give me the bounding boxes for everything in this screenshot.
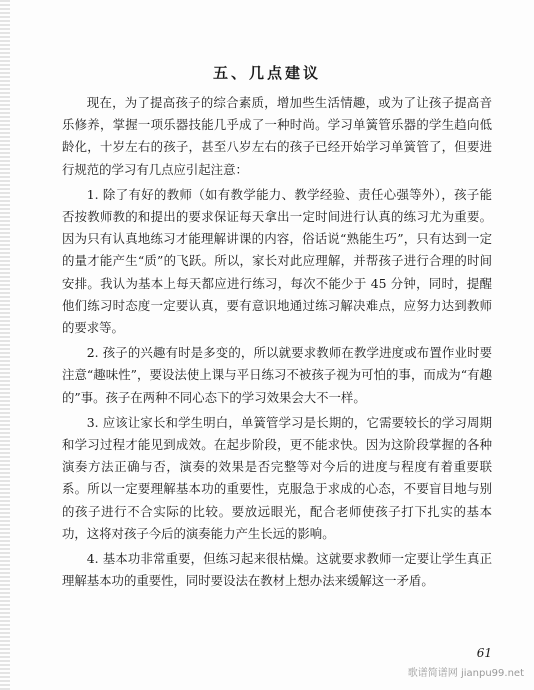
binding-edge (0, 0, 10, 690)
paragraph-3: 3. 应该让家长和学生明白，单簧管学习是长期的，它需要较长的学习周期和学习过程才能见到成效。在起步阶段，更不能求快。因为这阶段掌握的各种演奏方法正确与否，演奏的效果是否完整等对今后的进度与程度有着重要联系。所以一定要理解基本功的重要性，克服急于求成的心态，不要盲目地与别的孩子进行不合实际的比较。要放远眼光，配合老师使孩子打下扎实的基本功，这将对孩子今后的演奏能力产生长远的影响。 (62, 414, 492, 541)
paragraph-4: 4. 基本功非常重要，但练习起来很枯燥。这就要求教师一定要让学生真正理解基本功的重要性，同时要设法在教材上想办法来缓解这一矛盾。 (62, 551, 492, 589)
body-text (62, 92, 492, 595)
paragraph-1: 1. 除了有好的教师（如有教学能力、教学经验、责任心强等外），孩子能否按教师教的和提出的要求保证每天拿出一定时间进行认真的练习尤为重要。因为只有认真地练习才能理解讲课的内容，俗话说“熟能生巧”，只有达到一定的量才能产生“质”的飞跃。所以，家长对此应理解，并帮孩子进行合理的时间安排。我认为基本上每天都应进行练习，每次不能少于 45 分钟，同时，提醒他们练习时态度一定要认真，要有意识地通过练习解决难点，应努力达到教师的要求等。 (62, 186, 492, 336)
paragraph-2: 2. 孩子的兴趣有时是多变的，所以就要求教师在教学进度或布置作业时要注意“趣味性”，要设法使上课与平日练习不被孩子视为可怕的事，而成为“有趣的”事。孩子在两种不同心态下的学习效果会大不一样。 (62, 345, 492, 405)
page-number: 61 (476, 646, 492, 660)
section-heading: 五、几点建议 (212, 64, 321, 82)
paragraph-intro: 现在，为了提高孩子的综合素质，增加些生活情趣，或为了让孩子提高音乐修养，掌握一项乐器技能几乎成了一种时尚。学习单簧管乐器的学生趋向低龄化，十岁左右的孩子，甚至八岁左右的孩子已经开始学习单簧管了，但要进行规范的学习有几点应引起注意： (62, 95, 492, 177)
watermark: 歌谱简谱网 jianpu99.net (407, 668, 524, 679)
